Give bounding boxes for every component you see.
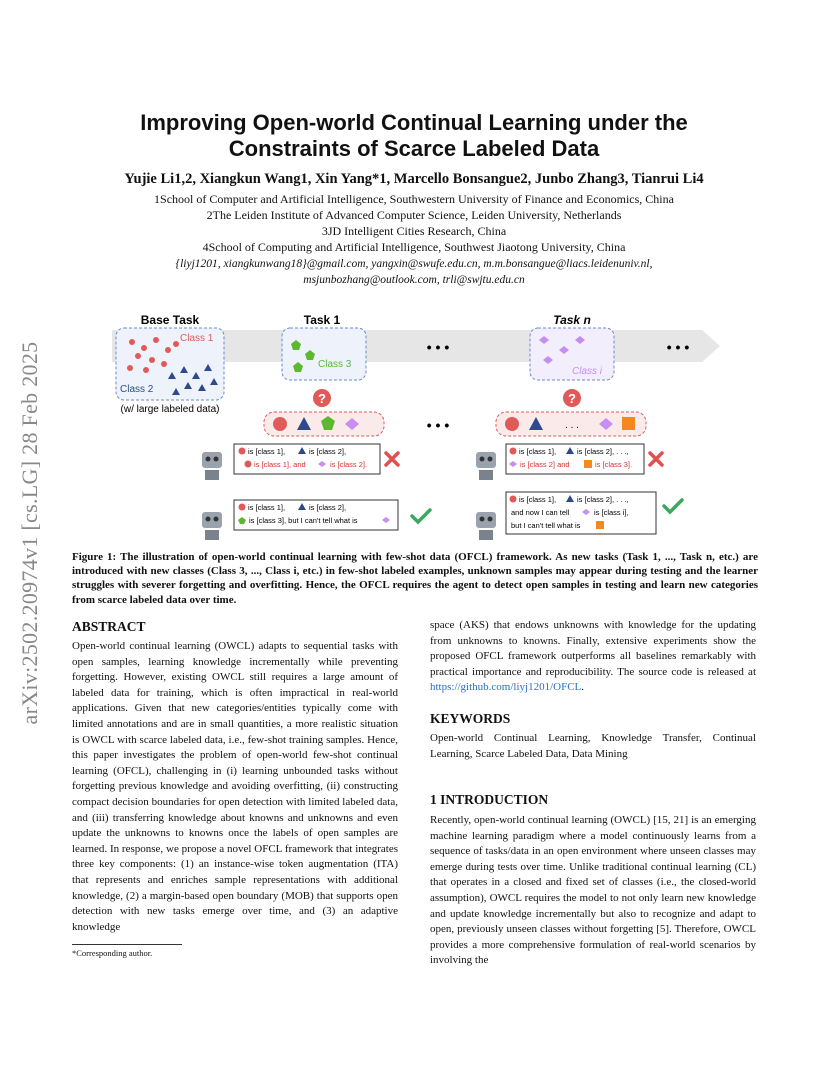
- bubble-1-b: is [class 2],: [309, 447, 347, 456]
- classi-label: Class i: [572, 366, 603, 377]
- abstract-continued-text: space (AKS) that endows unknowns with knowledge for the updating from unknowns to knowns. Finally, extensive experiments show the proposed OFCL framework outperforms all baselines remarkably with practical importance and reproducibility. The source code is released at: [430, 619, 756, 678]
- introduction-text: Recently, open-world continual learning (OWCL) [15, 21] is an emerging machine learning paradigm where a model continuously learns from a sequence of tasks/data in an open environment where unseen classes may emerge during tests over time. Unlike traditional continual learning (CL) that operates in a closed and fixed set of classes (i.e., the closed-world assumption), OWCL requires the model to not only learn new knowledge and update knowledge incrementally but also to recognize and adapt to open, previously unseen classes without forgetting [5]. Therefore, OWCL provides a more comprehensive formulation of real-world scenarios by involving the: [430, 814, 756, 967]
- bubble-2-c: is [class 2] and: [520, 460, 570, 469]
- robot-icon-4: [476, 512, 496, 540]
- cross-icon-2: [650, 453, 662, 465]
- bubble-4-c: and now I can tell: [511, 508, 570, 517]
- bubble-2-d: is [class 3].: [595, 460, 633, 469]
- bubble-4-d: is [class i],: [594, 508, 629, 517]
- affiliation-3: 3JD Intelligent Cities Research, China: [321, 224, 507, 238]
- robot-icon-2: [202, 512, 222, 540]
- footnote-rule: [72, 944, 182, 945]
- paper-title: [0, 110, 828, 162]
- abstract-continued: space (AKS) that endows unknowns with knowledge for the updating from unknowns to knowns. Finally, extensive experiments show the proposed OFCL framework outperforms all baselines remarkably with practical importance and reproducibility. The source code is released at https://github.com/liyj1201/OFCL.: [430, 619, 756, 694]
- check-icon-1: [412, 510, 430, 522]
- affiliation-4: 4School of Computing and Artificial Intelligence, Southwest Jiaotong University, China: [202, 240, 626, 254]
- robot-icon-3: [476, 452, 496, 480]
- bubble-4-b: is [class 2], . . .,: [577, 495, 629, 504]
- introduction-heading: 1 INTRODUCTION: [430, 792, 549, 807]
- arxiv-stamp: arXiv:2502.20974v1 [cs.LG] 28 Feb 2025: [17, 341, 42, 725]
- ellipsis-top-right: • • •: [666, 339, 690, 355]
- task1-label: Task 1: [303, 313, 341, 327]
- bubble-1-c: is [class 1], and: [254, 460, 306, 469]
- figure-ofcl: [72, 306, 758, 542]
- bubble-2-b: is [class 2], . . .,: [577, 447, 629, 456]
- bubble-4-e: but I can't tell what is: [511, 521, 581, 530]
- check-icon-2: [664, 500, 682, 512]
- affiliation-2: 2The Leiden Institute of Advanced Computer Science, Leiden University, Netherlands: [206, 208, 622, 222]
- ellipsis-mid: • • •: [426, 417, 450, 433]
- bubble-1-d: is [class 2].: [330, 460, 368, 469]
- robot-icon-1: [202, 452, 222, 480]
- svg-text:. . .: . . .: [565, 420, 579, 431]
- bubble-3-b: is [class 2],: [309, 503, 347, 512]
- title-line-1: Improving Open-world Continual Learning under the: [140, 110, 688, 135]
- keywords-text: Open-world Continual Learning, Knowledge Transfer, Continual Learning, Scarce Labeled Data, Data Mining: [430, 732, 756, 760]
- figure-caption: Figure 1: The illustration of open-world continual learning with few-shot data (OFCL) framework. As new tasks (Task 1, ..., Task n, etc.) are introduced with new classes (Class 3, ..., Class i, etc.) in few-shot labeled examples, unknown samples may appear during testing and the learner struggles with severer forgetting and overfitting. Hence, the OFCL requires the agent to detect open samples in testing and learn new categories from scarce labeled data over time.: [72, 551, 758, 606]
- task1-box: [282, 328, 366, 380]
- bubble-2-a: is [class 1],: [519, 447, 557, 456]
- class1-label: Class 1: [180, 333, 214, 344]
- class2-label: Class 2: [120, 384, 154, 395]
- base-task-label: Base Task: [140, 313, 200, 327]
- title-line-2: Constraints of Scarce Labeled Data: [228, 136, 600, 161]
- keywords-heading: KEYWORDS: [430, 711, 511, 726]
- author-list: Yujie Li1,2, Xiangkun Wang1, Xin Yang*1, Marcello Bonsangue2, Junbo Zhang3, Tianrui Li4: [124, 171, 704, 187]
- large-data-label: (w/ large labeled data): [120, 404, 220, 415]
- question-mark-2: ?: [568, 391, 576, 406]
- bubble-1-a: is [class 1],: [248, 447, 286, 456]
- taskn-label: Task n: [553, 313, 591, 327]
- class3-label: Class 3: [318, 359, 352, 370]
- cross-icon-1: [386, 453, 398, 465]
- affiliation-1: 1School of Computer and Artificial Intelligence, Southwestern University of Finance and Economics, China: [154, 192, 674, 206]
- bubble-3-a: is [class 1],: [248, 503, 286, 512]
- question-mark-1: ?: [318, 391, 326, 406]
- bubble-3-c: is [class 3], but I can't tell what is: [249, 516, 358, 525]
- bubble-4-a: is [class 1],: [519, 495, 557, 504]
- email-line-1: {liyj1201, xiangkunwang18}@gmail.com, yangxin@swufe.edu.cn, m.m.bonsangue@liacs.leidenuniv.nl,: [175, 258, 653, 270]
- email-line-2: msjunbozhang@outlook.com, trli@swjtu.edu.cn: [303, 274, 525, 286]
- abstract-text: Open-world continual learning (OWCL) adapts to sequential tasks with open samples, learning knowledge incrementally while preventing forgetting. However, existing OWCL still requires a large amount of labeled data for training, which is often impractical in real-world applications. Given that new categories/entities typically come with limited annotations and are in small quantities, a more realistic situation is OWCL with scarce labeled data, i.e., few-shot training samples. Hence, this paper investigates the problem of open-world few-shot continual learning (OFCL), challenging in (i) learning unbounded tasks without forgetting previous knowledge and avoiding overfitting, (ii) constructing compact decision boundaries for open detection with limited labeled data, and (iii) transferring knowledge about knowns and unknowns and even update the unknowns to knowns once the labels of open samples are learned. In response, we propose a novel OFCL framework that integrates three key components: (1) an instance-wise token augmentation (ITA) that represents and enriches sample representations with additional knowledge, (2) a margin-based open boundary (MOB) that supports open detection with new tasks emerge over time, and (3) an adaptive knowledge: [72, 640, 398, 933]
- abstract-heading: ABSTRACT: [72, 619, 146, 634]
- ellipsis-top: • • •: [426, 339, 450, 355]
- source-code-link[interactable]: https://github.com/liyj1201/OFCL: [430, 681, 582, 694]
- footnote: *Corresponding author.: [72, 948, 153, 958]
